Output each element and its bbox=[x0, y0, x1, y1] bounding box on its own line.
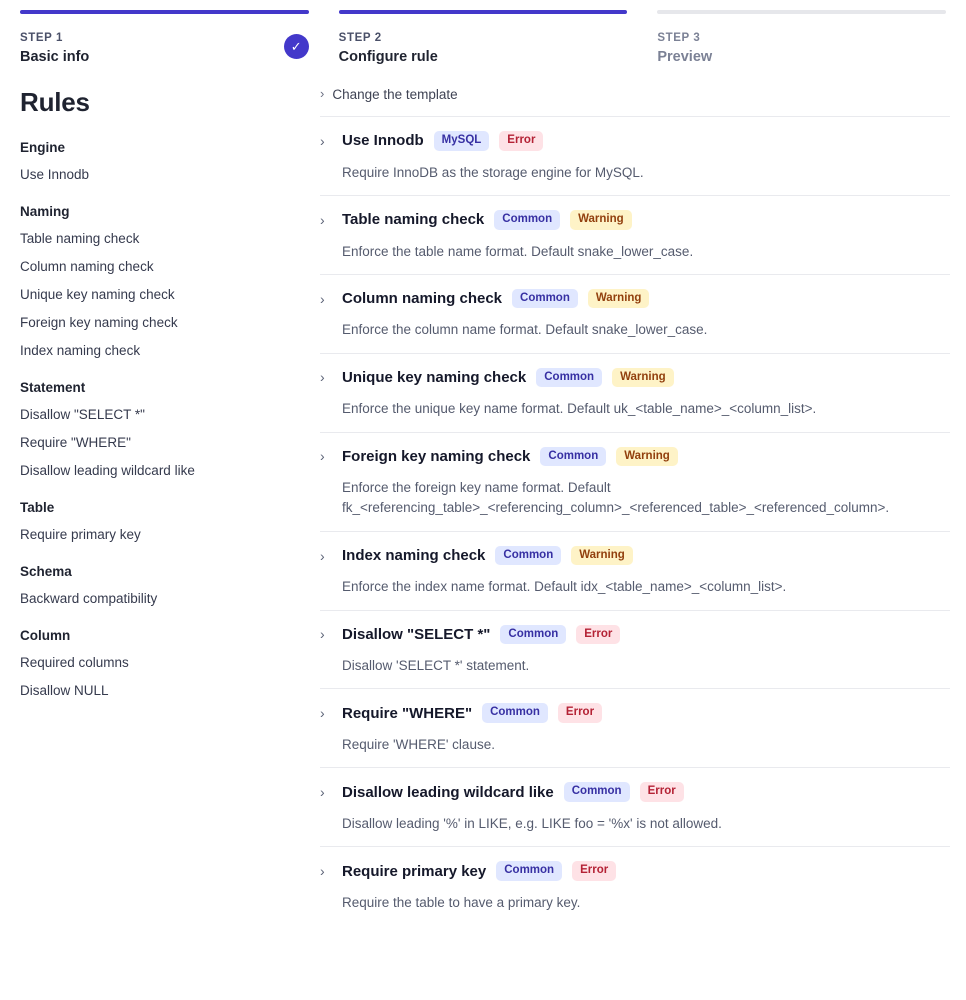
sidebar-group-title: Statement bbox=[20, 380, 86, 395]
sidebar-item-foreign-key-naming-check[interactable]: Foreign key naming check bbox=[20, 315, 178, 330]
rule-title: Unique key naming check bbox=[342, 368, 527, 386]
rule-title: Index naming check bbox=[342, 547, 486, 565]
chevron-right-icon[interactable]: › bbox=[320, 863, 325, 880]
sidebar-item-backward-compatibility[interactable]: Backward compatibility bbox=[20, 591, 158, 606]
page-body bbox=[0, 65, 966, 925]
step-2-label: STEP 2 bbox=[338, 32, 382, 44]
sidebar-group-title: Schema bbox=[20, 564, 72, 579]
status-badge: Common bbox=[482, 703, 548, 723]
chevron-right-icon[interactable]: › bbox=[320, 211, 325, 228]
chevron-right-icon[interactable]: › bbox=[320, 290, 325, 307]
sidebar-item-table-naming-check[interactable]: Table naming check bbox=[20, 231, 140, 246]
rule-header[interactable] bbox=[320, 625, 950, 645]
status-badge: Warning bbox=[612, 368, 674, 388]
rule-row[interactable] bbox=[320, 195, 950, 274]
step-1-label: STEP 1 bbox=[20, 32, 64, 44]
rule-row[interactable] bbox=[320, 531, 950, 610]
step-1-basic-info[interactable] bbox=[20, 0, 309, 65]
sidebar-item-required-columns[interactable]: Required columns bbox=[20, 655, 129, 670]
chevron-right-icon[interactable]: › bbox=[320, 369, 325, 386]
rule-title: Column naming check bbox=[342, 290, 503, 308]
rule-header[interactable] bbox=[320, 703, 950, 723]
rule-header[interactable] bbox=[320, 861, 950, 881]
rule-title: Use Innodb bbox=[342, 132, 424, 150]
status-badge: Common bbox=[536, 368, 602, 388]
rule-row[interactable] bbox=[320, 116, 950, 195]
rule-header[interactable] bbox=[320, 447, 950, 467]
sidebar-group-title: Column bbox=[20, 628, 71, 643]
check-icon: ✓ bbox=[284, 34, 309, 59]
status-badge: Error bbox=[572, 861, 616, 881]
rule-description: Require 'WHERE' clause. bbox=[342, 737, 495, 753]
sidebar-group-table bbox=[20, 500, 310, 542]
step-1-progress-bar bbox=[20, 10, 309, 14]
page-title: Rules bbox=[20, 87, 90, 117]
chevron-right-icon[interactable]: › bbox=[320, 784, 325, 801]
status-badge: Common bbox=[496, 861, 562, 881]
sidebar-group-statement bbox=[20, 380, 310, 478]
chevron-right-icon[interactable]: › bbox=[320, 547, 325, 564]
sidebar-item-require-where[interactable]: Require "WHERE" bbox=[20, 435, 131, 450]
sidebar-group-column bbox=[20, 628, 310, 698]
status-badge: Warning bbox=[588, 289, 650, 309]
status-badge: Error bbox=[640, 782, 684, 802]
rule-row[interactable] bbox=[320, 274, 950, 353]
rule-description: Disallow leading '%' in LIKE, e.g. LIKE foo = '%x' is not allowed. bbox=[342, 816, 722, 832]
rule-description: Enforce the table name format. Default snake_lower_case. bbox=[342, 243, 694, 259]
chevron-right-icon[interactable]: › bbox=[320, 626, 325, 643]
change-template-label: Change the template bbox=[332, 87, 458, 102]
status-badge: Common bbox=[512, 289, 578, 309]
step-1-title: Basic info bbox=[20, 49, 90, 65]
status-badge: Error bbox=[576, 625, 620, 645]
status-badge: Error bbox=[499, 131, 543, 151]
step-2-configure-rule[interactable] bbox=[339, 0, 628, 65]
sidebar-item-require-primary-key[interactable]: Require primary key bbox=[20, 527, 141, 542]
rule-description: Require InnoDB as the storage engine for MySQL. bbox=[342, 164, 644, 180]
status-badge: Common bbox=[540, 447, 606, 467]
sidebar-group-naming bbox=[20, 204, 310, 358]
rule-title: Disallow "SELECT *" bbox=[342, 625, 491, 643]
status-badge: Common bbox=[495, 546, 561, 566]
rule-header[interactable] bbox=[320, 782, 950, 802]
status-badge: Common bbox=[564, 782, 630, 802]
rule-header[interactable] bbox=[320, 368, 950, 388]
rule-title: Foreign key naming check bbox=[342, 447, 531, 465]
rule-row[interactable] bbox=[320, 846, 950, 925]
rule-description: Enforce the index name format. Default idx_<table_name>_<column_list>. bbox=[342, 579, 787, 595]
status-badge: Warning bbox=[616, 447, 678, 467]
rule-header[interactable] bbox=[320, 131, 950, 151]
step-3-label: STEP 3 bbox=[657, 32, 701, 44]
rule-header[interactable] bbox=[320, 210, 950, 230]
chevron-right-icon[interactable]: › bbox=[320, 132, 325, 149]
rule-row[interactable] bbox=[320, 432, 950, 531]
step-3-title: Preview bbox=[657, 49, 713, 65]
sidebar-group-title: Naming bbox=[20, 204, 70, 219]
step-3-progress-bar bbox=[657, 10, 946, 14]
sidebar-group-title: Table bbox=[20, 500, 55, 515]
sidebar-group-schema bbox=[20, 564, 310, 606]
step-3-preview[interactable] bbox=[657, 0, 946, 65]
status-badge: Common bbox=[494, 210, 560, 230]
rules-list-panel bbox=[310, 65, 966, 925]
sidebar-item-unique-key-naming-check[interactable]: Unique key naming check bbox=[20, 287, 175, 302]
rule-header[interactable] bbox=[320, 546, 950, 566]
sidebar-item-index-naming-check[interactable]: Index naming check bbox=[20, 343, 141, 358]
rule-title: Disallow leading wildcard like bbox=[342, 783, 554, 801]
rule-description: Enforce the unique key name format. Default uk_<table_name>_<column_list>. bbox=[342, 401, 817, 417]
change-template-link[interactable] bbox=[320, 65, 950, 116]
rule-row[interactable] bbox=[320, 767, 950, 846]
step-2-progress-bar bbox=[339, 10, 628, 14]
step-2-title: Configure rule bbox=[338, 49, 438, 65]
sidebar-group-title: Engine bbox=[20, 140, 66, 155]
sidebar-item-use-innodb[interactable]: Use Innodb bbox=[20, 167, 90, 182]
rule-header[interactable] bbox=[320, 289, 950, 309]
status-badge: Error bbox=[558, 703, 602, 723]
sidebar-group-engine bbox=[20, 140, 310, 182]
status-badge: MySQL bbox=[434, 131, 490, 151]
rule-row[interactable] bbox=[320, 610, 950, 689]
sidebar-item-disallow-null[interactable]: Disallow NULL bbox=[20, 683, 109, 698]
sidebar-item-disallow-select-star[interactable]: Disallow "SELECT *" bbox=[20, 407, 145, 422]
status-badge: Common bbox=[500, 625, 566, 645]
wizard-stepper bbox=[0, 0, 966, 65]
rule-description: Enforce the foreign key name format. Default fk_<referencing_table>_<referencing_column>_<referenced_table>_<referenced_column>. bbox=[342, 480, 890, 516]
rule-title: Require primary key bbox=[342, 862, 487, 880]
status-badge: Warning bbox=[571, 546, 633, 566]
chevron-right-icon: › bbox=[320, 86, 325, 101]
rule-title: Require "WHERE" bbox=[342, 704, 473, 722]
rule-title: Table naming check bbox=[342, 211, 485, 229]
chevron-right-icon[interactable]: › bbox=[320, 448, 325, 465]
sidebar-item-disallow-leading-wildcard-like[interactable]: Disallow leading wildcard like bbox=[20, 463, 195, 478]
chevron-right-icon[interactable]: › bbox=[320, 705, 325, 722]
sidebar-item-column-naming-check[interactable]: Column naming check bbox=[20, 259, 154, 274]
rule-description: Disallow 'SELECT *' statement. bbox=[342, 658, 530, 674]
rules-sidebar bbox=[20, 65, 310, 720]
rule-description: Require the table to have a primary key. bbox=[342, 894, 581, 910]
rule-description: Enforce the column name format. Default snake_lower_case. bbox=[342, 322, 708, 338]
status-badge: Warning bbox=[570, 210, 632, 230]
rule-row[interactable] bbox=[320, 688, 950, 767]
rule-row[interactable] bbox=[320, 353, 950, 432]
